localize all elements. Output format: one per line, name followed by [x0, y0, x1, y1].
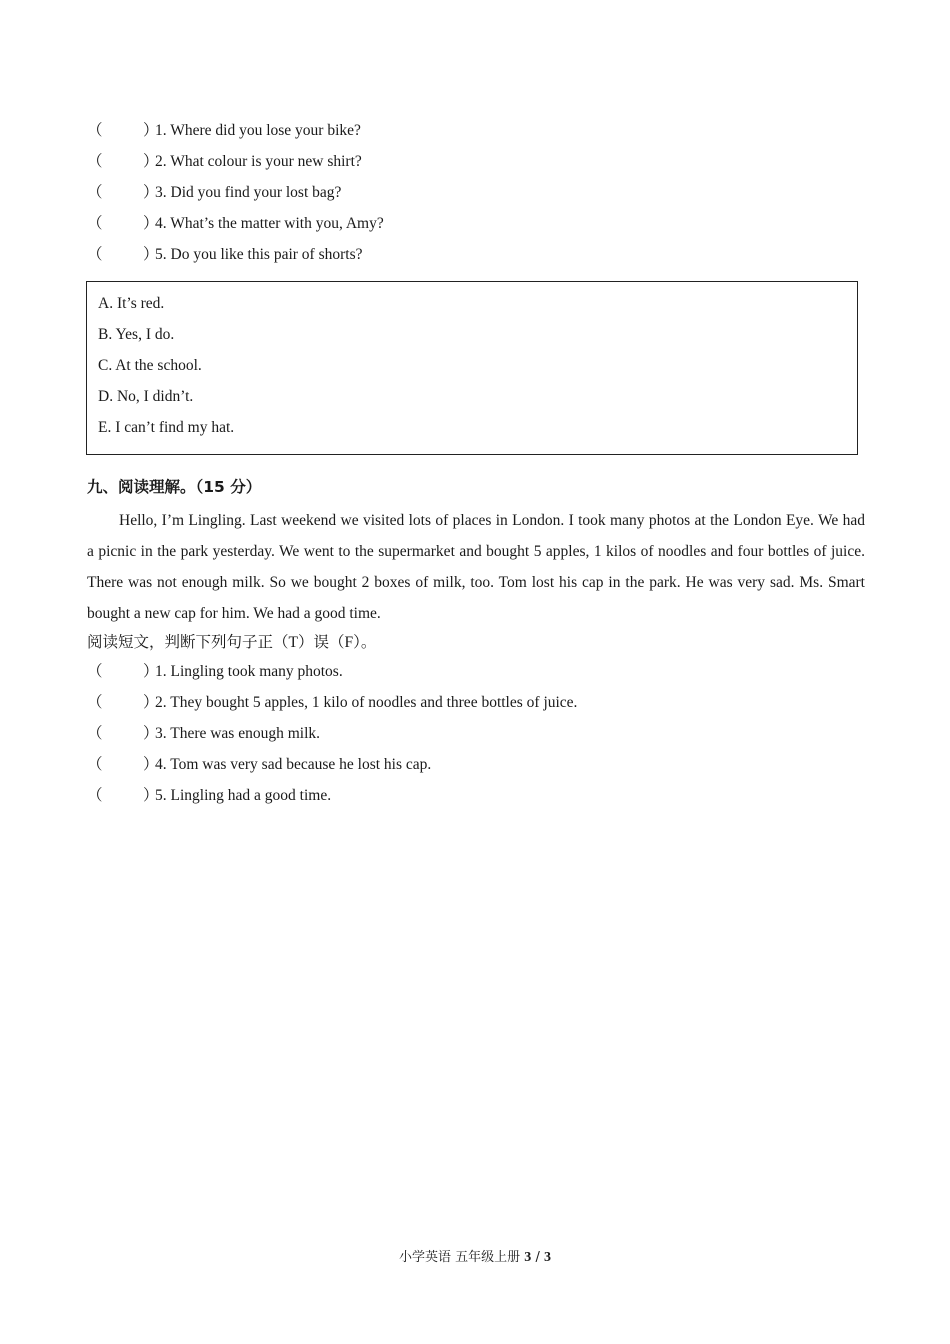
reading-instruction: 阅读短文，判断下列句子正（T）误（F）。: [87, 634, 377, 651]
statement-text: 4. Tom was very sad because he lost his cap.: [155, 756, 432, 773]
option-d: D. No, I didn’t.: [98, 388, 194, 405]
answer-blank-open[interactable]: （: [87, 694, 103, 711]
footer-page-total: 3: [543, 1250, 551, 1265]
statement-text: 5. Lingling had a good time.: [155, 787, 332, 804]
answer-blank-open[interactable]: （: [87, 663, 103, 680]
answer-blank-open[interactable]: （: [87, 153, 103, 170]
question-text: 2. What colour is your new shirt?: [155, 153, 362, 170]
question-row: [87, 183, 341, 203]
option-b: B. Yes, I do.: [98, 326, 175, 343]
footer-separator: /: [535, 1250, 540, 1265]
answer-blank-open[interactable]: （: [87, 215, 103, 232]
answer-blank-open[interactable]: （: [87, 787, 103, 804]
option-e: E. I can’t find my hat.: [98, 419, 235, 436]
statement-row: [87, 786, 331, 806]
answer-blank-close: ）: [143, 787, 159, 804]
statement-text: 1. Lingling took many photos.: [155, 663, 343, 680]
statement-text: 2. They bought 5 apples, 1 kilo of noodles and three bottles of juice.: [155, 694, 578, 711]
option-a: A. It’s red.: [98, 295, 165, 312]
section-heading: 九、阅读理解。（15 分）: [87, 478, 262, 496]
answer-blank-close: ）: [143, 122, 159, 139]
footer-subject: 小学英语 五年级上册: [399, 1250, 521, 1265]
statement-row: [87, 693, 577, 713]
answer-blank-close: ）: [143, 215, 159, 232]
question-text: 1. Where did you lose your bike?: [155, 122, 361, 139]
question-row: [87, 245, 363, 265]
question-row: [87, 152, 362, 172]
statement-row: [87, 755, 431, 775]
question-row: [87, 121, 361, 141]
question-row: [87, 214, 384, 234]
options-box: [86, 281, 858, 455]
option-c: C. At the school.: [98, 357, 202, 374]
statement-row: [87, 724, 320, 744]
answer-blank-close: ）: [143, 153, 159, 170]
question-text: 5. Do you like this pair of shorts?: [155, 246, 363, 263]
answer-blank-close: ）: [143, 694, 159, 711]
answer-blank-open[interactable]: （: [87, 246, 103, 263]
answer-blank-close: ）: [143, 725, 159, 742]
page-footer: [0, 1246, 950, 1266]
statement-row: [87, 662, 343, 682]
answer-blank-open[interactable]: （: [87, 184, 103, 201]
question-text: 3. Did you find your lost bag?: [155, 184, 342, 201]
footer-page-number: 3: [524, 1250, 532, 1265]
answer-blank-close: ）: [143, 184, 159, 201]
answer-blank-open[interactable]: （: [87, 122, 103, 139]
answer-blank-open[interactable]: （: [87, 725, 103, 742]
statement-text: 3. There was enough milk.: [155, 725, 321, 742]
question-text: 4. What’s the matter with you, Amy?: [155, 215, 384, 232]
answer-blank-close: ）: [143, 663, 159, 680]
reading-passage: Hello, I’m Lingling. Last weekend we visited lots of places in London. I took many photos at the London Eye. We had a picnic in the park yesterday. We went to the supermarket and bought 5 apples, 1 kilos of noodles and four bottles of juice. There was not enough milk. So we bought 2 boxes of milk, too. Tom lost his cap in the park. He was very sad. Ms. Smart bought a new cap for him. We had a good time.: [87, 512, 865, 622]
answer-blank-open[interactable]: （: [87, 756, 103, 773]
answer-blank-close: ）: [143, 756, 159, 773]
answer-blank-close: ）: [143, 246, 159, 263]
